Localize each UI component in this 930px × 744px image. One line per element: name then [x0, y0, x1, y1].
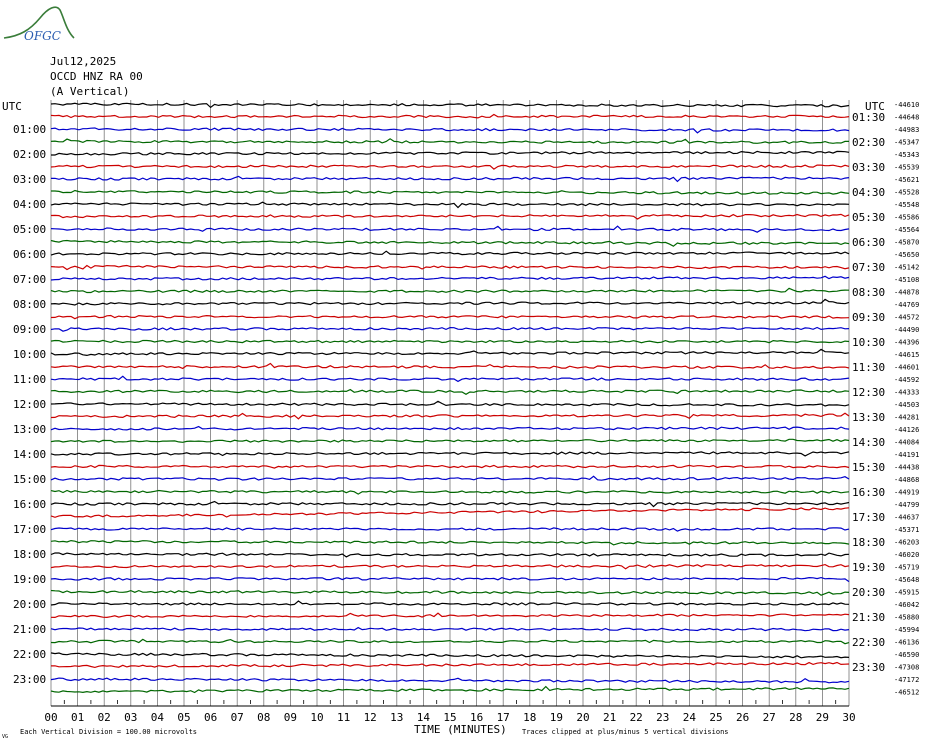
trace-offset-label: -45347 — [894, 138, 920, 147]
x-tick-label: 24 — [682, 711, 697, 724]
trace-offset-label: -46203 — [894, 538, 920, 547]
trace-offset-label: -44438 — [894, 463, 920, 472]
x-tick-label: 25 — [709, 711, 723, 724]
x-tick-label: 04 — [150, 711, 165, 724]
left-hour-label: 07:00 — [13, 273, 47, 286]
trace-offset-label: -45621 — [894, 176, 920, 184]
left-hour-label: 06:00 — [13, 248, 47, 261]
x-tick-label: 19 — [549, 711, 564, 724]
x-tick-label: 30 — [842, 711, 856, 724]
right-hour-label: 17:30 — [852, 511, 886, 524]
trace-offset-label: -45915 — [894, 588, 920, 597]
left-hour-label: 04:00 — [13, 198, 47, 211]
header-component: (A Vertical) — [50, 85, 130, 98]
right-hour-label: 15:30 — [852, 461, 886, 474]
left-hour-label: 22:00 — [13, 648, 47, 661]
x-tick-label: 06 — [203, 711, 218, 724]
trace-offset-label: -44191 — [894, 451, 920, 459]
right-hour-label: 07:30 — [852, 261, 886, 274]
left-hour-label: 21:00 — [13, 623, 47, 636]
trace-offset-label: -45994 — [894, 626, 920, 634]
right-hour-label: 19:30 — [852, 561, 886, 574]
trace-offset-label: -44601 — [894, 363, 920, 372]
trace-offset-label: -45586 — [894, 213, 920, 222]
trace-offset-label: -47172 — [894, 676, 920, 684]
x-tick-label: 23 — [656, 711, 670, 724]
corner-mark: VG — [2, 734, 9, 740]
trace-offset-label: -45528 — [894, 188, 920, 197]
right-hour-label: 06:30 — [852, 236, 886, 249]
trace-offset-label: -44503 — [894, 401, 920, 409]
trace-offset-label: -45142 — [894, 263, 920, 272]
left-hour-label: 20:00 — [13, 598, 47, 611]
trace-offset-label: -44648 — [894, 113, 920, 122]
left-hour-label: 18:00 — [13, 548, 47, 561]
left-hour-label: 16:00 — [13, 498, 47, 511]
left-hour-label: 19:00 — [13, 573, 47, 586]
x-tick-label: 03 — [124, 711, 138, 724]
x-tick-label: 07 — [230, 711, 244, 724]
x-tick-label: 00 — [44, 711, 58, 724]
right-hour-label: 12:30 — [852, 386, 886, 399]
trace-offset-label: -45539 — [894, 163, 920, 172]
trace-offset-label: -46042 — [894, 601, 920, 609]
trace-offset-label: -46512 — [894, 688, 920, 697]
trace-offset-label: -44490 — [894, 326, 920, 334]
trace-offset-label: -44769 — [894, 301, 920, 309]
logo-text: OFGC — [24, 29, 61, 43]
x-tick-label: 16 — [469, 711, 484, 724]
right-hour-label: 03:30 — [852, 161, 886, 174]
x-tick-label: 02 — [97, 711, 111, 724]
trace-offset-label: -44615 — [894, 351, 920, 359]
x-tick-label: 15 — [443, 711, 457, 724]
right-hour-label: 11:30 — [852, 361, 886, 374]
trace-offset-label: -44126 — [894, 426, 920, 434]
header-date: Jul12,2025 — [50, 55, 117, 68]
trace-offset-label: -44983 — [894, 126, 920, 134]
footer-note-right: Traces clipped at plus/minus 5 vertical divisions — [522, 728, 729, 736]
trace-offset-label: -44878 — [894, 288, 920, 297]
x-tick-label: 13 — [390, 711, 404, 724]
x-tick-label: 09 — [283, 711, 298, 724]
trace-offset-label: -44919 — [894, 488, 920, 497]
trace-offset-label: -44868 — [894, 476, 920, 484]
right-hour-labels — [852, 111, 885, 674]
x-tick-label: 22 — [629, 711, 643, 724]
right-hour-label: 10:30 — [852, 336, 886, 349]
right-hour-label: 18:30 — [852, 536, 886, 549]
trace-offset-label: -45343 — [894, 151, 920, 159]
x-tick-label: 12 — [363, 711, 377, 724]
trace-offset-label: -45880 — [894, 613, 920, 622]
x-tick-label: 17 — [496, 711, 510, 724]
trace-offset-label: -45371 — [894, 526, 920, 534]
x-tick-label: 14 — [416, 711, 431, 724]
x-tick-label: 28 — [789, 711, 803, 724]
x-tick-label: 05 — [177, 711, 191, 724]
right-hour-label: 02:30 — [852, 136, 886, 149]
trace-offset-label: -44610 — [894, 101, 920, 109]
right-hour-label: 16:30 — [852, 486, 886, 499]
right-hour-label: 01:30 — [852, 111, 886, 124]
left-hour-label: 11:00 — [13, 373, 47, 386]
x-tick-label: 11 — [336, 711, 351, 724]
x-tick-label: 10 — [310, 711, 324, 724]
right-hour-label: 20:30 — [852, 586, 886, 599]
left-hour-label: 15:00 — [13, 473, 47, 486]
x-tick-label: 21 — [602, 711, 617, 724]
right-hour-label: 21:30 — [852, 611, 886, 624]
trace-offset-label: -44572 — [894, 313, 920, 322]
right-hour-label: 04:30 — [852, 186, 886, 199]
left-hour-label: 17:00 — [13, 523, 47, 536]
left-hour-label: 14:00 — [13, 448, 47, 461]
right-axis-title: UTC — [865, 100, 885, 113]
right-hour-label: 14:30 — [852, 436, 886, 449]
left-hour-labels — [13, 123, 46, 686]
trace-offset-label: -44637 — [894, 513, 920, 522]
x-tick-label: 08 — [257, 711, 271, 724]
right-hour-label: 22:30 — [852, 636, 886, 649]
x-tick-label: 27 — [762, 711, 776, 724]
trace-offset-label: -44592 — [894, 376, 920, 384]
left-hour-label: 12:00 — [13, 398, 47, 411]
x-tick-label: 01 — [70, 711, 85, 724]
trace-offset-label: -44396 — [894, 338, 920, 347]
trace-offset-labels — [894, 101, 919, 697]
left-hour-label: 08:00 — [13, 298, 47, 311]
x-axis-label: TIME (MINUTES) — [414, 723, 507, 736]
trace-offset-label: -46590 — [894, 651, 920, 659]
trace-offset-label: -45719 — [894, 563, 920, 572]
trace-offset-label: -46020 — [894, 551, 920, 559]
left-hour-label: 02:00 — [13, 148, 47, 161]
trace-offset-label: -45108 — [894, 276, 920, 284]
trace-offset-label: -45648 — [894, 576, 920, 584]
x-tick-label: 26 — [735, 711, 750, 724]
trace-offset-label: -44799 — [894, 501, 920, 509]
left-hour-label: 05:00 — [13, 223, 47, 236]
right-hour-label: 05:30 — [852, 211, 886, 224]
left-hour-label: 13:00 — [13, 423, 47, 436]
trace-offset-label: -47308 — [894, 663, 920, 672]
x-tick-label: 20 — [576, 711, 590, 724]
logo — [4, 7, 74, 43]
left-hour-label: 23:00 — [13, 673, 47, 686]
x-tick-label: 18 — [523, 711, 537, 724]
trace-offset-label: -45548 — [894, 201, 920, 209]
trace-offset-label: -44281 — [894, 413, 920, 422]
header-station: OCCD HNZ RA 00 — [50, 70, 143, 83]
trace-offset-label: -45564 — [894, 226, 920, 234]
x-tick-label: 29 — [815, 711, 830, 724]
left-hour-label: 01:00 — [13, 123, 47, 136]
right-hour-label: 23:30 — [852, 661, 886, 674]
left-hour-label: 03:00 — [13, 173, 47, 186]
right-hour-label: 08:30 — [852, 286, 886, 299]
trace-offset-label: -44084 — [894, 438, 920, 447]
trace-offset-label: -45650 — [894, 251, 920, 259]
left-hour-label: 10:00 — [13, 348, 47, 361]
footer-note-left: Each Vertical Division = 100.00 microvolts — [20, 728, 198, 736]
left-hour-label: 09:00 — [13, 323, 47, 336]
right-hour-label: 09:30 — [852, 311, 886, 324]
right-hour-label: 13:30 — [852, 411, 886, 424]
trace-offset-label: -44333 — [894, 388, 920, 397]
left-axis-title: UTC — [2, 100, 22, 113]
trace-offset-label: -46136 — [894, 638, 920, 647]
trace-offset-label: -45870 — [894, 238, 920, 247]
